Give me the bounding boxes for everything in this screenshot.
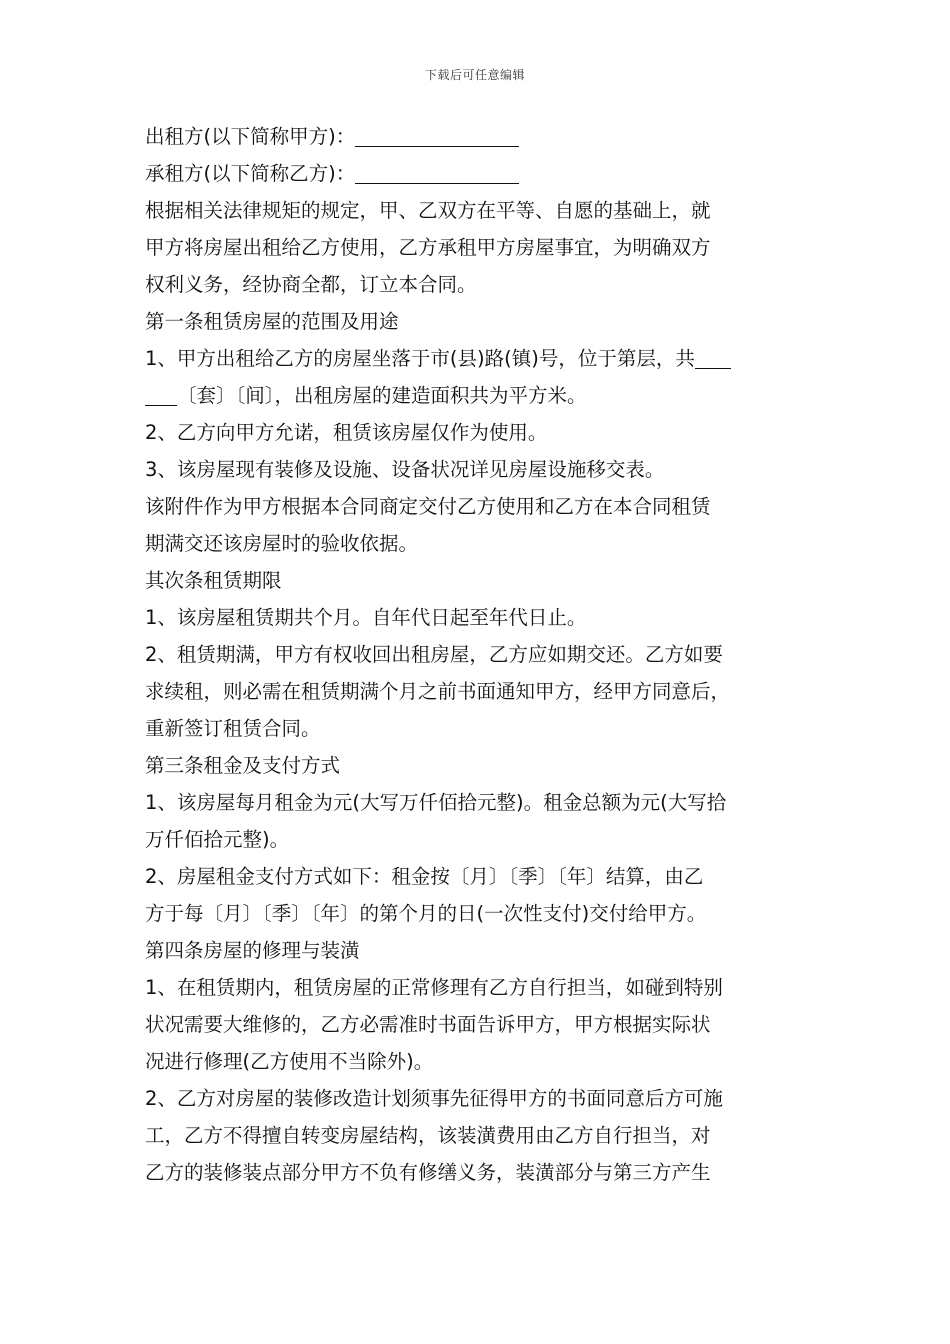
lessor-label: 出租方(以下简称甲方)： — [145, 125, 356, 148]
paragraph-line: 期满交还该房屋时的验收依据。 — [145, 532, 419, 555]
paragraph-line — [145, 340, 825, 377]
lessee-label: 承租方(以下简称乙方)： — [145, 162, 356, 185]
lessor-line — [145, 118, 825, 155]
paragraph-line — [145, 377, 825, 414]
paragraph-line: 权利义务，经协商全都，订立本合同。 — [145, 273, 477, 296]
clause-text: 1、甲方出租给乙方的房屋坐落于市(县)路(镇)号，位于第层，共 — [145, 347, 695, 370]
paragraph-line: 万仟佰拾元整)。 — [145, 828, 290, 851]
paragraph-line: 根据相关法律规矩的规定，甲、乙双方在平等、自愿的基础上，就 — [145, 199, 711, 222]
page-header: 下载后可任意编辑 — [424, 68, 525, 82]
paragraph-line: 该附件作为甲方根据本合同商定交付乙方使用和乙方在本合同租赁 — [145, 495, 711, 518]
paragraph-line: 1、在租赁期内，租赁房屋的正常修理有乙方自行担当，如碰到特别 — [145, 976, 723, 999]
paragraph-line: 2、租赁期满，甲方有权收回出租房屋，乙方应如期交还。乙方如要 — [145, 643, 723, 666]
paragraph-line: 重新签订租赁合同。 — [145, 717, 321, 740]
lessee-blank — [355, 161, 519, 184]
paragraph-line: 2、房屋租金支付方式如下：租金按〔月〕〔季〕〔年〕结算，由乙 — [145, 865, 704, 888]
paragraph-line: 状况需要大维修的，乙方必需准时书面告诉甲方，甲方根据实际状 — [145, 1013, 711, 1036]
clause-text: 〔套〕〔间〕，出租房屋的建造面积共为平方米。 — [177, 384, 587, 407]
paragraph-line: 工，乙方不得擅自转变房屋结构，该装潢费用由乙方自行担当，对 — [145, 1124, 711, 1147]
lessee-line — [145, 155, 825, 192]
paragraph-line: 况进行修理(乙方使用不当除外)。 — [145, 1050, 434, 1073]
paragraph-line: 乙方的装修装点部分甲方不负有修缮义务，装潢部分与第三方产生 — [145, 1161, 711, 1184]
paragraph-line: 甲方将房屋出租给乙方使用，乙方承租甲方房屋事宜，为明确双方 — [145, 236, 711, 259]
paragraph-line: 求续租，则必需在租赁期满个月之前书面通知甲方，经甲方同意后， — [145, 680, 731, 703]
paragraph-line: 2、乙方向甲方允诺，租赁该房屋仅作为使用。 — [145, 421, 548, 444]
paragraph-line: 1、该房屋租赁期共个月。自年代日起至年代日止。 — [145, 606, 587, 629]
section-heading: 第一条租赁房屋的范围及用途 — [145, 310, 399, 333]
contract-body — [145, 118, 825, 1191]
paragraph-line: 2、乙方对房屋的装修改造计划须事先征得甲方的书面同意后方可施 — [145, 1087, 723, 1110]
lessor-blank — [355, 124, 519, 147]
fill-blank — [145, 383, 177, 406]
paragraph-line: 方于每〔月〕〔季〕〔年〕的第个月的日(一次性支付)交付给甲方。 — [145, 902, 707, 925]
fill-blank — [695, 346, 731, 369]
section-heading: 其次条租赁期限 — [145, 569, 282, 592]
paragraph-line: 3、该房屋现有装修及设施、设备状况详见房屋设施移交表。 — [145, 458, 665, 481]
section-heading: 第三条租金及支付方式 — [145, 754, 341, 777]
section-heading: 第四条房屋的修理与装潢 — [145, 939, 360, 962]
paragraph-line: 1、该房屋每月租金为元(大写万仟佰拾元整)。租金总额为元(大写拾 — [145, 791, 727, 814]
